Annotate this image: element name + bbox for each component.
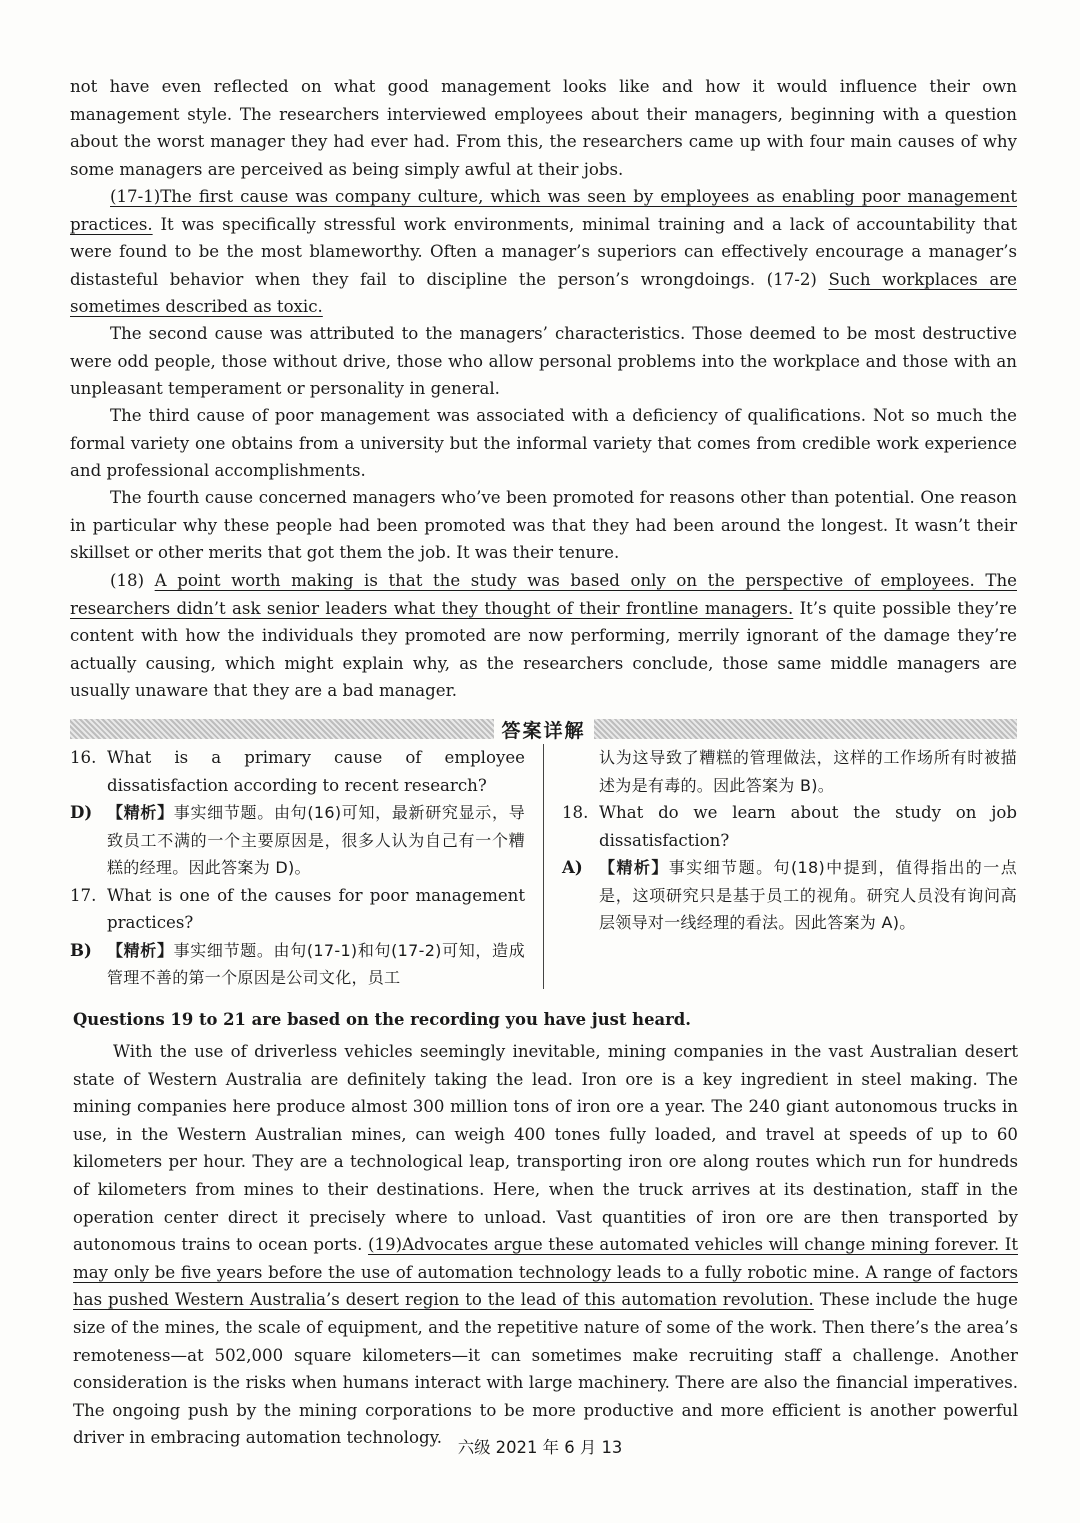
answer-letter: A): [562, 857, 583, 877]
analysis-text: 事实细节题。由句(16)可知，最新研究显示，导致员工不满的一个主要原因是，很多人认为自己有一个糟糕的经理。因此答案为 D)。: [107, 803, 525, 877]
answer-analysis: [599, 854, 1017, 937]
answer-17-continuation: 认为这导致了糟糕的管理做法，这样的工作场所有时被描述为是有毒的。因此答案为 B)。: [599, 748, 1017, 795]
answer-analysis: [107, 937, 525, 992]
question-17: [70, 882, 525, 937]
text: With the use of driverless vehicles seemingly inevitable, mining companies in the vast Australian desert state of Western Australia are definitely taking the lead. Iron ore is a key ingredient in steel making. The mining companies here produce almost 300 million tons of iron ore a year. The 240 giant autonomous trucks in use, in the Western Australian mines, can weigh 400 tones fully loaded, and travel at speeds of up to 60 kilometers per hour. They are a technological leap, transporting iron ore along routes which run for hundreds of kilometers from mines to their destinations. Here, when the truck arrives at its destination, staff in the operation center direct it precisely where to unload. Vast quantities of iron ore are then transported by autonomous trains to ocean ports.: [73, 1042, 1018, 1255]
question-number: 18.: [562, 803, 589, 822]
answer-section-divider: [70, 717, 1017, 741]
hatch-right: [594, 719, 1018, 739]
answer-18: [562, 854, 1017, 937]
passage1-paragraph-1: [70, 183, 1017, 321]
passage1-paragraph-0: [70, 73, 1017, 183]
text: It’s quite possible they’re content with how the individuals they promoted are now performing, merrily ignorant of the damage they’re actually causing, which might explain why, as the researchers conclude, those same middle managers are usually unaware that they are a bad manager.: [70, 598, 1018, 701]
text: It was specifically stressful work environments, minimal training and a lack of accountability that were found to be the most blameworthy. Often a manager’s superiors can effectively encourage a manager’s distasteful behavior when they fail to discipline the person’s wrongdoings. (17-2): [70, 214, 1017, 289]
underlined-text-18: A point worth making is that the study was based only on the perspective of employees. The researchers didn’t ask senior leaders what they thought of their frontline managers.: [70, 571, 1017, 618]
column-divider: [543, 744, 544, 989]
text: The fourth cause concerned managers who’ve been promoted for reasons other than potential. One reason in particular why these people had been promoted was that they had been around the longest. It wasn’t their skillset or other merits that got them the job. It was their tenure.: [70, 488, 1017, 563]
analysis-tag: 【精析】: [107, 803, 174, 822]
text: not have even reflected on what good management looks like and how it would influence their own management style. The researchers interviewed employees about their managers, beginning with a question about the worst manager they had ever had. From this, the researchers came up with four main causes of why some managers are perceived as being simply awful at their jobs.: [70, 77, 1017, 179]
question-number: 16.: [70, 748, 97, 767]
question-text: What is one of the causes for poor management practices?: [107, 885, 525, 932]
text: The third cause of poor management was associated with a deficiency of qualifications. Not so much the formal variety one obtains from a university but the informal variety that comes from credible work experience and professional accomplishments.: [70, 406, 1017, 481]
text: The second cause was attributed to the managers’ characteristics. Those deemed to be most destructive were odd people, those without drive, those who allow personal problems into the workplace and those with an unpleasant temperament or personality in general.: [70, 324, 1017, 399]
question-18: [562, 799, 1017, 854]
passage1-paragraph-2: [70, 320, 1017, 403]
question-text: What do we learn about the study on job dissatisfaction?: [599, 803, 1017, 850]
underlined-text-17-2: Such workplaces are sometimes described as toxic.: [70, 269, 1017, 317]
passage2-paragraph: [73, 1038, 1018, 1452]
analysis-tag: 【精析】: [599, 858, 669, 877]
analysis-text: 事实细节题。句(18)中提到，值得指出的一点是，这项研究只是基于员工的视角。研究人员没有询问高层领导对一线经理的看法。因此答案为 A)。: [599, 858, 1017, 932]
answer-analysis: [107, 799, 525, 882]
analysis-tag: 【精析】: [107, 940, 174, 960]
passage1-paragraph-3: [70, 402, 1017, 485]
answer-17: [70, 937, 525, 992]
text: These include the huge size of the mines, the scale of equipment, and the repetitive nature of some of the work. Then there’s the area’s remoteness—at 502,000 square kilometers—it can sometimes make recruiting staff a challenge. Another consideration is the risks when humans interact with large machinery. There are also the financial imperatives. The ongoing push by the mining corporations to be more productive and more efficient is another powerful driver in embracing automation technology.: [73, 1290, 1018, 1448]
answers-left-column: [70, 744, 525, 992]
section-title: 答案详解: [501, 719, 586, 742]
passage1-paragraph-5: [70, 567, 1017, 705]
answers-right-column: [562, 744, 1017, 937]
answer-letter: D): [70, 802, 93, 822]
question-16: [70, 744, 525, 799]
section-heading-19-21: Questions 19 to 21 are based on the recording you have just heard.: [73, 1010, 691, 1029]
page-footer: 六级 2021 年 6 月 13: [457, 1438, 623, 1457]
passage1-paragraph-4: [70, 484, 1017, 567]
question-text: What is a primary cause of employee dissatisfaction according to recent research?: [107, 748, 525, 795]
analysis-text: 事实细节题。由句(17-1)和句(17-2)可知，造成管理不善的第一个原因是公司文化，员工: [107, 940, 525, 987]
hatch-left: [70, 719, 494, 739]
answer-letter: B): [70, 939, 92, 960]
underlined-text-19: (19)Advocates argue these automated vehicles will change mining forever. It may only be five years before the use of automation technology leads to a fully robotic mine. A range of factors has pushed Western Australia’s desert region to the lead of this automation revolution.: [73, 1235, 1018, 1310]
underlined-text-17-1: (17-1)The first cause was company culture, which was seen by employees as enabling poor management practices.: [70, 187, 1017, 234]
text: (18): [110, 571, 155, 590]
answer-16: [70, 799, 525, 882]
question-number: 17.: [70, 885, 97, 905]
